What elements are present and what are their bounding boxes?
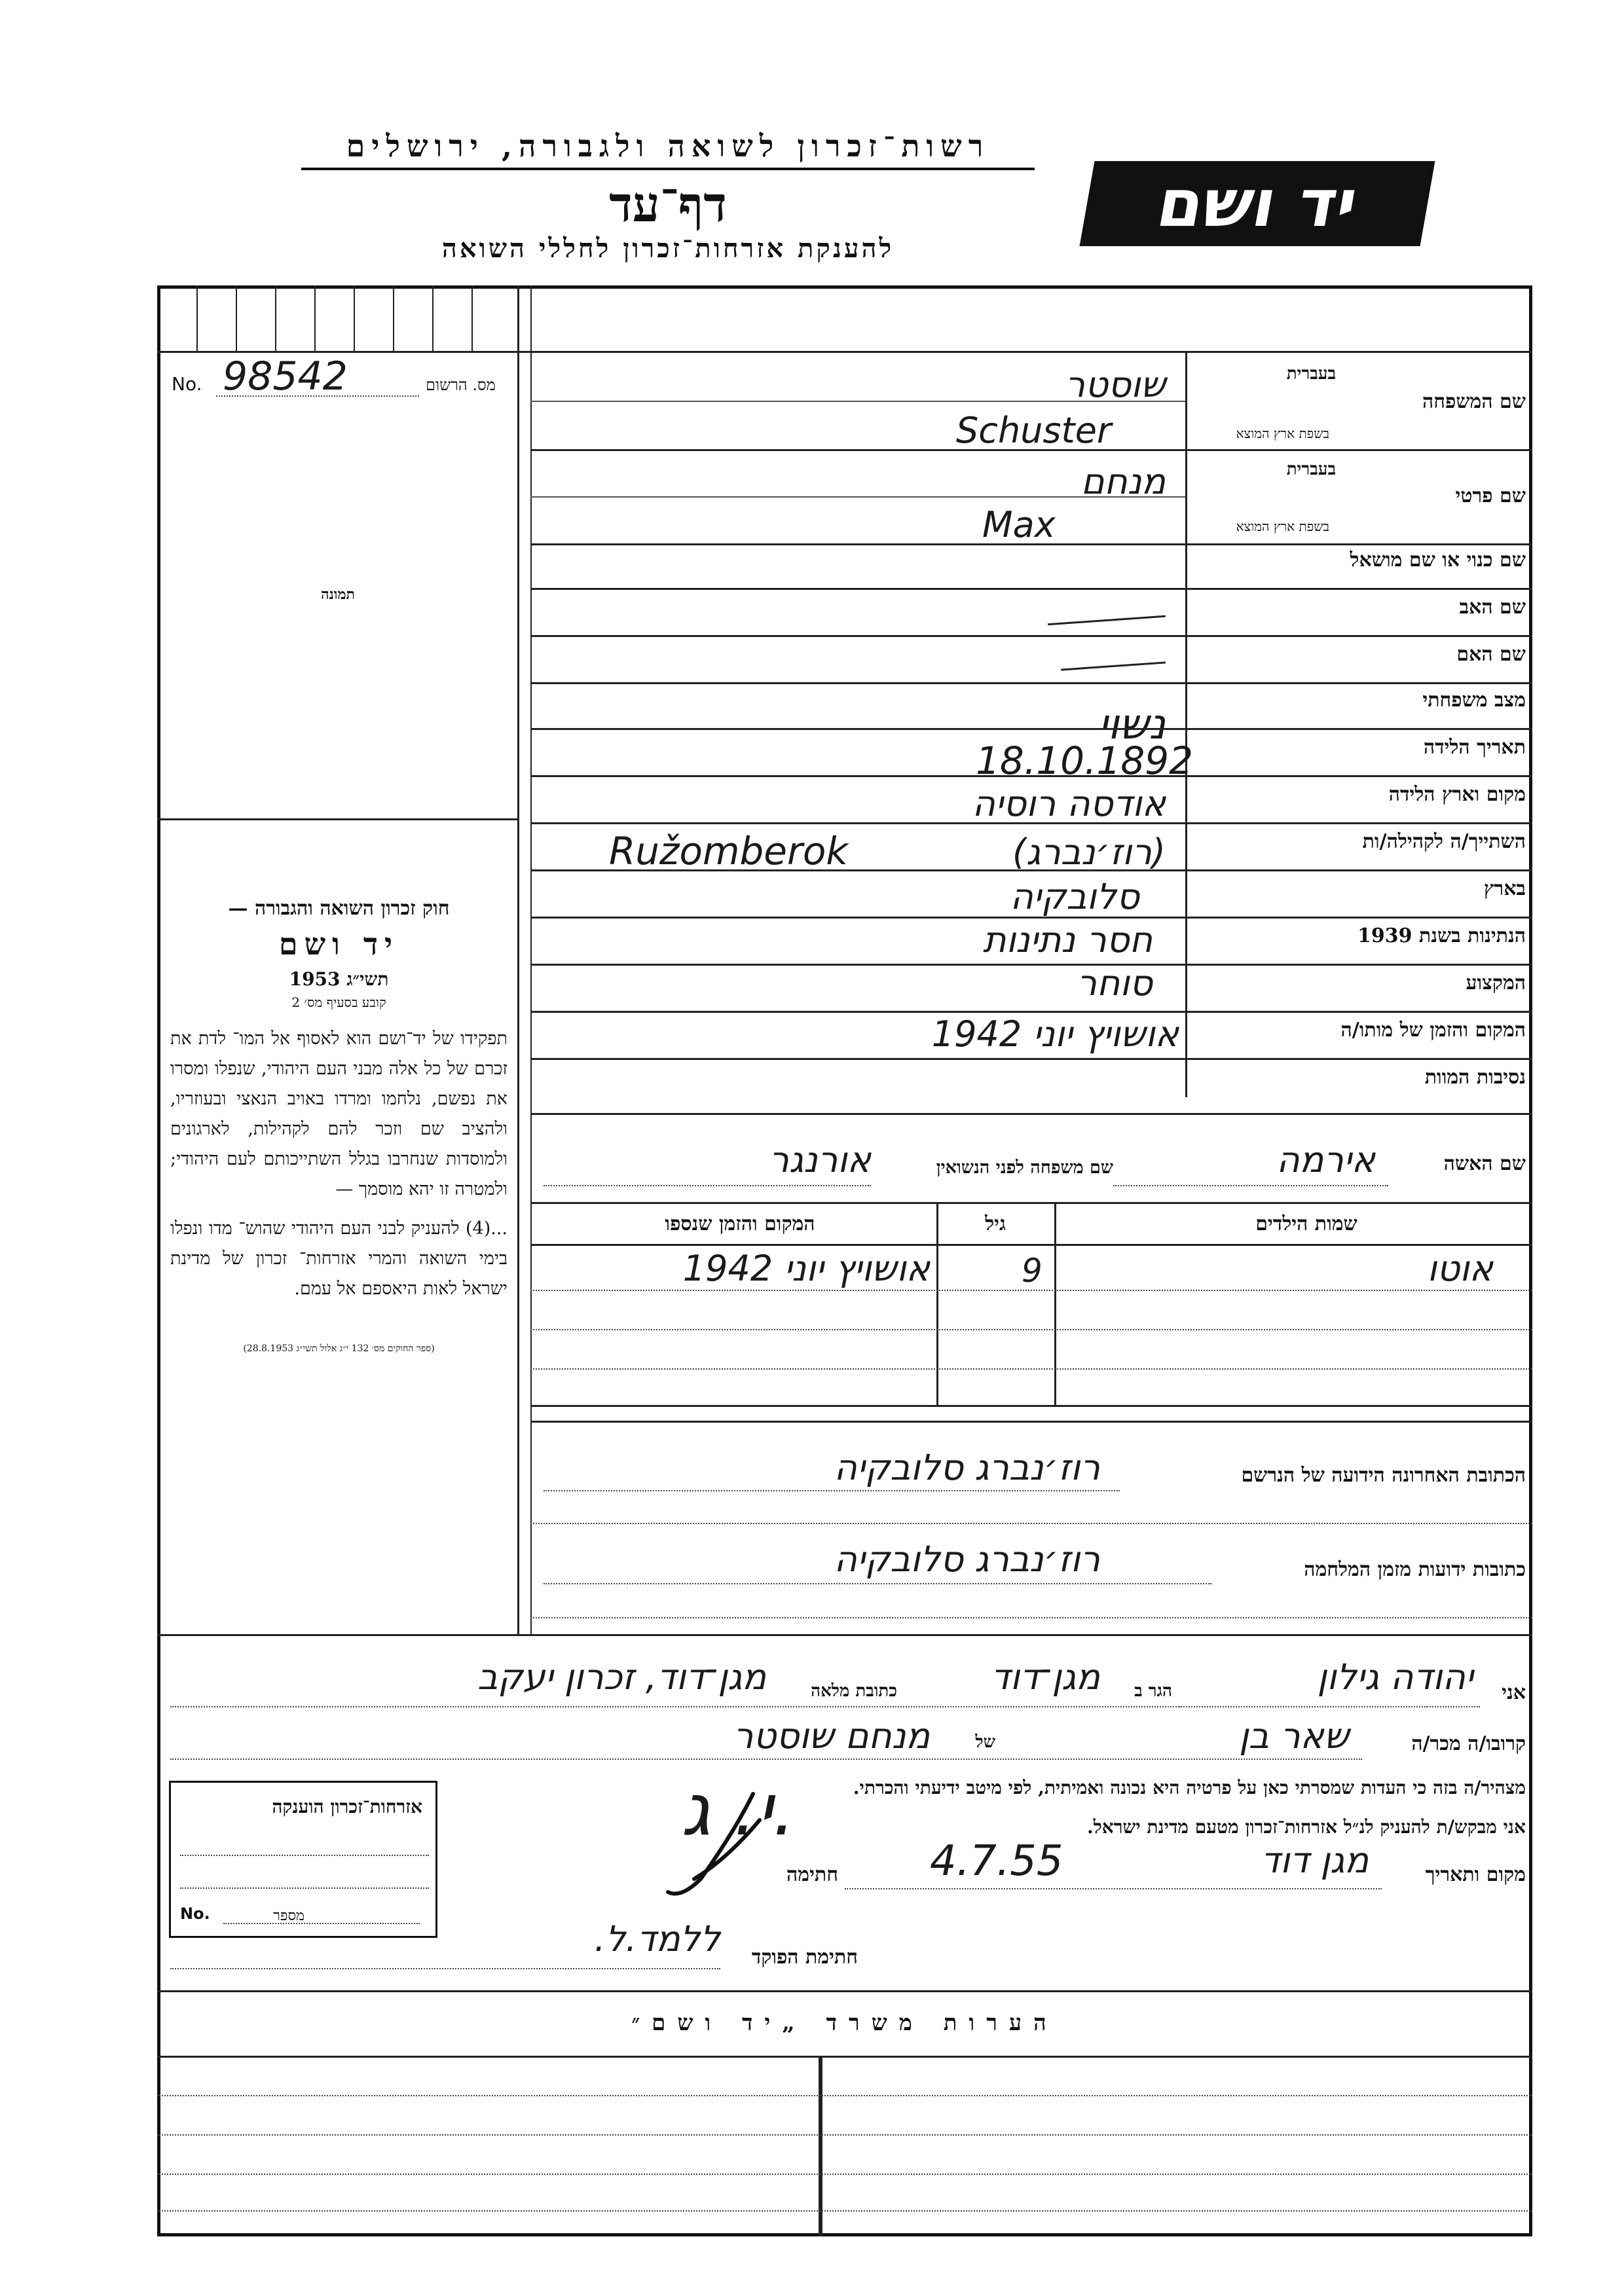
citizenship-box xyxy=(169,1781,437,1938)
form-subtitle: להענקת אזרחות־זכרון לחללי השואה xyxy=(441,233,895,264)
dotted-line xyxy=(157,2095,1532,2096)
yad-vashem-logo: יד ושם xyxy=(1080,161,1435,246)
address-label: כתובת מלאה xyxy=(811,1681,897,1701)
notes-divider xyxy=(819,2056,822,2236)
dotted-line xyxy=(216,395,419,397)
dotted-line xyxy=(530,1329,1532,1330)
dotted-line xyxy=(530,1368,1532,1370)
registration-no-label: No. xyxy=(172,373,202,395)
dotted-line xyxy=(180,1887,429,1889)
dotted-line xyxy=(170,1758,1362,1760)
law-name: יד ושם xyxy=(278,926,399,962)
community-label: השתייך/ה לקהילה/ות xyxy=(1362,830,1526,853)
first-name-label: שם פרטי xyxy=(1455,484,1526,507)
dotted-line xyxy=(845,1888,1382,1889)
citizenship-box-title: אזרחות־זכרון הוענקה xyxy=(272,1796,422,1817)
authority-title: רשות־זכרון לשואה ולגבורה, ירושלים xyxy=(301,128,1035,170)
marital-value: נשוי xyxy=(1098,701,1166,749)
child-place: אושויץ יוני 1942 xyxy=(682,1248,930,1289)
law-title: חוק זכרון השואה והגבורה — xyxy=(228,897,450,920)
birth-date-value: 18.10.1892 xyxy=(976,738,1194,783)
relation-label: קרובו/ה מכר/ה xyxy=(1411,1732,1526,1755)
officer-signature: ללמד.ל. xyxy=(594,1918,720,1959)
row-line xyxy=(530,775,1532,777)
date-value: 4.7.55 xyxy=(930,1837,1063,1886)
strip-cell xyxy=(471,285,473,351)
profession-label: המקצוע xyxy=(1466,972,1526,994)
death-label: המקום והזמן של מותו/ה xyxy=(1340,1019,1526,1042)
family-name-hebrew: שוסטר xyxy=(1065,364,1166,405)
row-line xyxy=(530,1113,1532,1115)
law-text-1: תפקידו של יד־ושם הוא לאסוף אל המו־ לדת את זכרם של כל אלה מבני העם היהודי, שנפלו ומסרו את נפשם, נלחמו ומרדו באויב הנאצי ובעוזריו, ולהציב שם וזכר להם לקהילות, לארגונים ולמוסדות שנחרבו בגלל השתייכותם לעם היהודי; ולמטרה זו יהא מוסמך — xyxy=(170,1029,507,1199)
children-header-place: המקום והזמן שנספו xyxy=(665,1212,815,1235)
dotted-line xyxy=(530,1617,1532,1618)
law-block xyxy=(170,897,507,1355)
declaration-1: מצהיר/ה בזה כי העדות שמסרתי כאן על פרטיה היא נכונה ואמיתית, לפי מיטב ידיעתי והכרתי. xyxy=(853,1777,1526,1798)
dotted-line xyxy=(544,1583,1211,1584)
strip-cell xyxy=(236,285,237,351)
section-line xyxy=(157,1990,1532,1992)
strip-cell xyxy=(314,285,316,351)
child-name: אוטו xyxy=(1427,1248,1493,1289)
section-line xyxy=(157,1634,1532,1636)
dotted-line xyxy=(170,1968,720,1969)
dotted-line xyxy=(1113,1185,1388,1186)
maiden-value: אורנגר xyxy=(769,1139,871,1180)
wife-value: אירמה xyxy=(1276,1139,1375,1180)
place-date-label: מקום ותאריך xyxy=(1425,1863,1526,1886)
row-line xyxy=(530,1011,1532,1013)
row-line xyxy=(530,635,1532,637)
last-address-label: הכתובת האחרונה הידועה של הנרשם xyxy=(1241,1464,1526,1487)
citizenship-box-number-label: מספר xyxy=(273,1908,304,1924)
label-divider xyxy=(1185,351,1187,1097)
first-name-origin: Max xyxy=(982,504,1056,545)
row-line xyxy=(530,917,1532,919)
row-line xyxy=(530,1421,1532,1423)
dotted-line xyxy=(544,1185,871,1186)
war-address-value: רוז׳נברג סלובקיה xyxy=(834,1539,1100,1580)
signature-stroke xyxy=(668,1794,760,1894)
of-value: מנחם שוסטר xyxy=(733,1715,930,1757)
war-address-label: כתובות ידועות מזמן המלחמה xyxy=(1304,1558,1526,1581)
divider xyxy=(157,351,1532,353)
row-line xyxy=(530,1244,1532,1246)
column-divider-inner xyxy=(530,285,532,1634)
row-line xyxy=(530,1202,1532,1204)
declarant-signature: י. ג. xyxy=(681,1768,796,1851)
birth-date-label: תאריך הלידה xyxy=(1423,736,1526,759)
dotted-line xyxy=(180,1855,429,1856)
dotted-line xyxy=(544,1490,1120,1491)
family-name-hebrew-label: בעברית xyxy=(1286,364,1336,384)
registration-number: 98542 xyxy=(223,354,348,399)
law-footnote: (ספר החוקים מס׳ 132 י״ג אלול תשי״ג 28.8.1953) xyxy=(243,1343,435,1354)
row-line xyxy=(530,1405,1532,1407)
table-divider xyxy=(1054,1202,1056,1405)
row-line xyxy=(530,449,1532,451)
child-age: 9 xyxy=(1022,1252,1043,1290)
i-label: אני xyxy=(1502,1681,1526,1704)
row-line xyxy=(530,401,1185,402)
column-divider xyxy=(517,285,519,1634)
death-value: אושויץ יוני 1942 xyxy=(931,1013,1179,1055)
row-line xyxy=(530,822,1532,824)
law-text-2: ...(4) להעניק לבני העם היהודי שהוש־ מדו ונפלו בימי השואה והמרי אזרחות־ זכרון של מדינת ישראל לאות היאספם אל עמם. xyxy=(170,1218,507,1299)
circumstances-label: נסיבות המוות xyxy=(1424,1066,1526,1089)
dotted-line xyxy=(157,2134,1532,2136)
resides-label: הגר ב xyxy=(1134,1681,1172,1701)
declaration-2: אני מבקש/ת להעניק לנ״ל אזרחות־זכרון מטעם מדינת ישראל. xyxy=(1086,1816,1526,1838)
strip-cell xyxy=(275,285,276,351)
office-notes-title: הערות משרד „יד ושם״ xyxy=(631,2010,1058,2036)
citizenship-value: חסר נתינות xyxy=(983,919,1153,960)
dotted-line xyxy=(530,1290,1532,1291)
place-value: מגן דוד xyxy=(1261,1840,1369,1881)
row-line xyxy=(530,728,1532,730)
photo-label: תמונה xyxy=(321,586,355,603)
row-line xyxy=(530,543,1532,545)
registration-label: מס. הרשום xyxy=(426,376,496,394)
strip-cell xyxy=(196,285,198,351)
law-year: תשי״ג 1953 xyxy=(289,968,389,990)
form-title: דף־עד xyxy=(609,177,727,233)
officer-label: חתימת הפוקד xyxy=(751,1946,858,1969)
community-value-hebrew: (רוז׳נברג) xyxy=(1012,831,1166,873)
wife-label: שם האשה xyxy=(1443,1152,1526,1175)
community-value: Ružomberok xyxy=(609,829,848,873)
dotted-line xyxy=(170,1706,1428,1707)
first-name-hebrew: מנחם xyxy=(1080,461,1166,502)
country-value: סלובקיה xyxy=(1010,876,1139,917)
family-name-label: שם המשפחה xyxy=(1422,390,1526,413)
declarant-name: יהודה גילון xyxy=(1317,1656,1473,1698)
law-section: קובע בסעיף מס׳ 2 xyxy=(291,994,386,1010)
row-line xyxy=(530,588,1532,590)
maiden-label: שם משפחה לפני הנשואין xyxy=(936,1157,1113,1178)
row-line xyxy=(530,869,1532,871)
first-name-hebrew-label: בעברית xyxy=(1286,460,1336,479)
citizenship-box-no-label: No. xyxy=(180,1904,210,1923)
birth-place-label: מקום וארץ הלידה xyxy=(1388,783,1526,806)
citizenship-label: הנתינות בשנת 1939 xyxy=(1357,924,1526,947)
address-value: מגן־דוד, זכרון יעקב xyxy=(477,1656,766,1698)
dotted-line xyxy=(530,1523,1532,1524)
resides-value: מגן־דוד xyxy=(991,1656,1100,1698)
profession-value: סוחר xyxy=(1077,962,1153,1004)
signature-label: חתימה xyxy=(786,1863,838,1886)
row-line xyxy=(530,682,1532,684)
father-label: שם האב xyxy=(1459,596,1526,619)
birth-place-value: אודסה רוסיה xyxy=(972,783,1166,824)
last-address-value: רוז׳נברג סלובקיה xyxy=(834,1447,1100,1488)
relation-value: שאר בן xyxy=(1239,1715,1349,1757)
row-line xyxy=(530,1058,1532,1060)
of-label: של xyxy=(975,1732,995,1752)
first-name-origin-label: בשפת ארץ המוצא xyxy=(1236,519,1329,534)
row-line xyxy=(530,496,1185,498)
family-name-origin-label: בשפת ארץ המוצא xyxy=(1236,426,1329,441)
signature-scribble xyxy=(655,1781,799,1912)
marital-label: מצב משפחתי xyxy=(1422,689,1526,712)
children-header-names: שמות הילדים xyxy=(1255,1212,1357,1235)
mother-label: שם האם xyxy=(1456,643,1526,666)
section-line xyxy=(157,2056,1532,2058)
photo-box-bottom xyxy=(157,818,517,820)
dotted-line xyxy=(157,2210,1532,2212)
country-label: בארץ xyxy=(1483,877,1526,900)
dotted-line xyxy=(223,1923,420,1924)
children-header-age: גיל xyxy=(985,1212,1006,1235)
strip-cell xyxy=(393,285,394,351)
nickname-label: שם כנוי או שם מושאל xyxy=(1350,549,1526,572)
family-name-origin: Schuster xyxy=(956,410,1112,451)
strip-cell xyxy=(354,285,355,351)
table-divider xyxy=(936,1202,938,1405)
strip-cell xyxy=(432,285,434,351)
dotted-line xyxy=(157,2174,1532,2175)
